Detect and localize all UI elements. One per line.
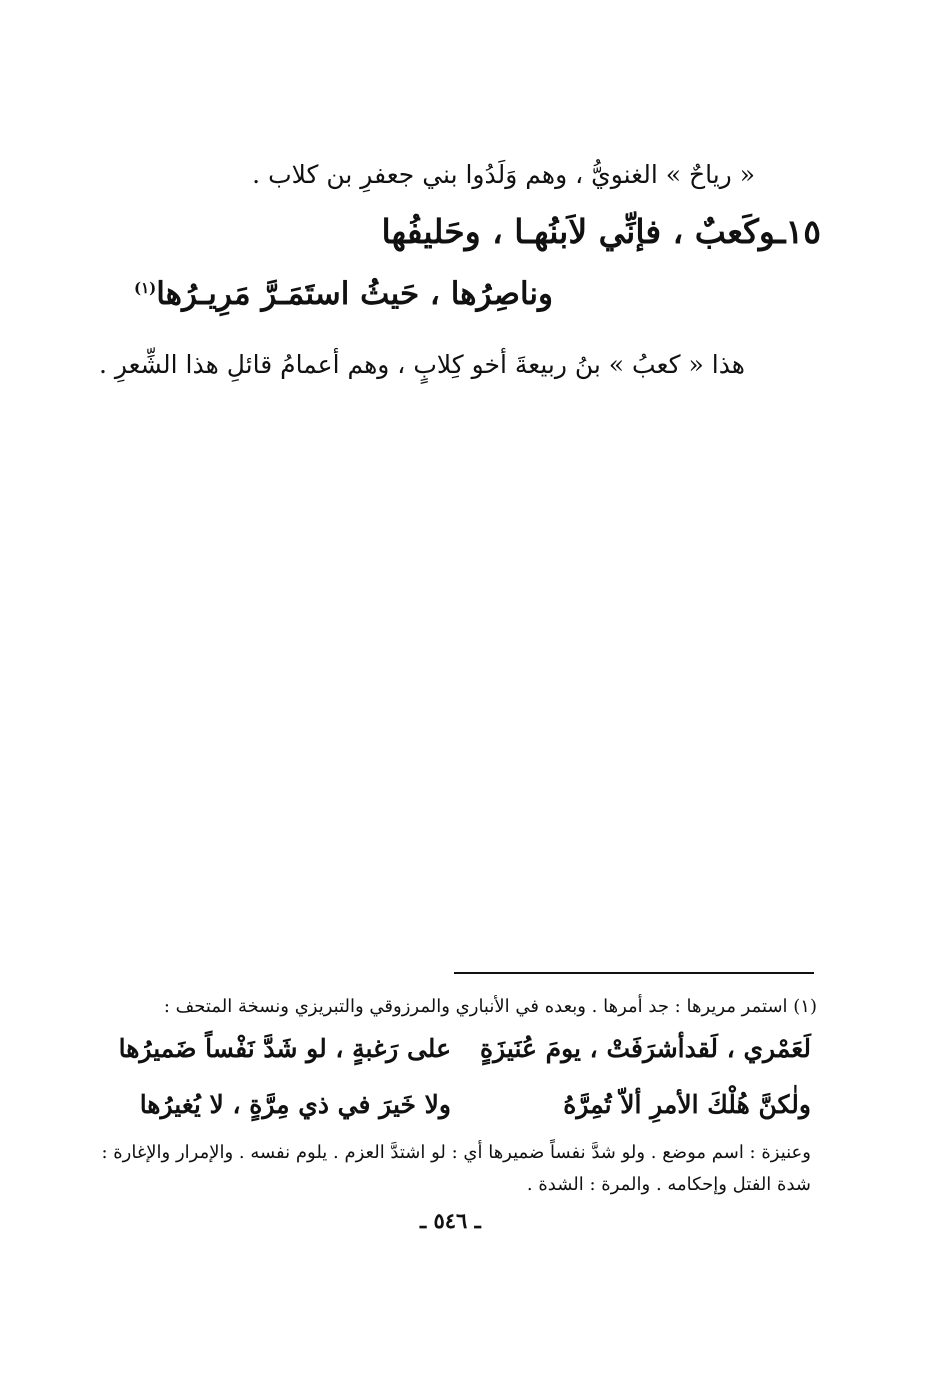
verse-first-text: وكَعبٌ ، فإنِّي لاَبنُهـا ، وحَليفُها bbox=[381, 212, 776, 251]
footnote-verse1-right: لَعَمْري ، لَقدأشرَفَتْ ، يومَ عُنَيزَةٍ bbox=[480, 1034, 811, 1063]
page-number: ـ ٥٤٦ ـ bbox=[420, 1208, 481, 1233]
footnote-verse2-right: ولٰكنَّ هُلْكَ الأمرِ ألاّ تُمِرَّهُ bbox=[563, 1090, 811, 1119]
verse-15-first-hemistich bbox=[381, 212, 821, 251]
verse-15-second-hemistich bbox=[132, 276, 553, 312]
verse-second-text: وناصِرُها ، حَيثُ استَمَـرَّ مَرِيـرُها bbox=[156, 276, 553, 312]
footnote-separator bbox=[454, 972, 814, 974]
footnote-gloss-2: شدة الفتل وإحكامه . والمرة : الشدة . bbox=[526, 1174, 811, 1195]
verse-dash: ـ bbox=[775, 212, 786, 251]
footnote-intro: (١) استمر مريرها : جد أمرها . وبعده في الأنباري والمرزوقي والتبريزي ونسخة المتحف : bbox=[163, 996, 817, 1017]
footnote-verse2-left: ولا خَيرَ في ذي مِرَّةٍ ، لا يُغيرُها bbox=[139, 1090, 451, 1119]
verse-number: ١٥ bbox=[785, 212, 821, 251]
footnote-gloss-1: وعنيزة : اسم موضع . ولو شدَّ نفساً ضميرها أي : لو اشتدَّ العزم . يلوم نفسه . والإمرار والإغارة : bbox=[101, 1142, 811, 1163]
footnote-marker: (١) bbox=[133, 278, 157, 297]
footnote-verse1-left: على رَغبةٍ ، لو شَدَّ نَفْساً ضَميرُها bbox=[118, 1034, 451, 1063]
commentary-line: هذا « كعبُ » بنُ ربيعةَ أخو كِلابٍ ، وهم أعمامُ قائلِ هذا الشِّعرِ . bbox=[98, 350, 745, 379]
intro-line: « رياحٌ » الغنويُّ ، وهم وَلَدُوا بني جعفرِ بن كلاب . bbox=[252, 160, 755, 189]
